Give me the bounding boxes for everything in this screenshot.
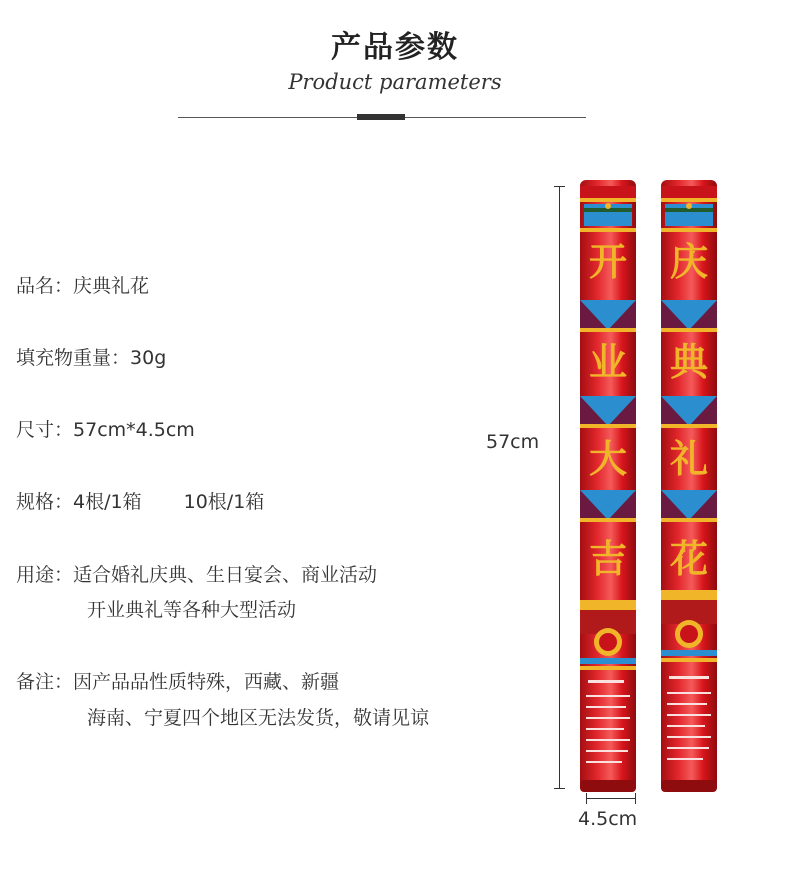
spec-size-value: 57cm*4.5cm (73, 419, 195, 441)
spec-usage (16, 560, 377, 587)
tube-left-char-2: 业 (588, 339, 628, 384)
spec-usage-value: 适合婚礼庆典、生日宴会、商业活动 (73, 564, 378, 586)
tube-right-char-2: 典 (669, 339, 709, 384)
spec-package-value: 4根/1箱 (73, 491, 142, 513)
spec-note-value: 因产品品性质特殊，西藏、新疆 (73, 671, 340, 693)
width-dimension-cap-left (586, 793, 587, 804)
spec-name-key: 品名： (16, 275, 74, 297)
spec-package-key: 规格： (16, 491, 74, 513)
tube-left-char-4: 吉 (588, 536, 628, 581)
spec-size (16, 415, 195, 442)
tube-right-char-3: 礼 (669, 436, 709, 481)
height-dimension-cap-bottom (554, 788, 565, 789)
width-dimension-line (586, 798, 636, 799)
spec-weight-key: 填充物重量： (16, 347, 131, 369)
page-title: 产品参数 (331, 30, 459, 65)
spec-note-key: 备注： (16, 671, 74, 693)
spec-package (16, 487, 264, 514)
spec-weight-value: 30g (130, 347, 167, 369)
spec-package-value-2: 10根/1箱 (183, 491, 265, 513)
spec-weight (16, 343, 166, 370)
tube-left-char-3: 大 (588, 436, 628, 481)
spec-usage-line2: 开业典礼等各种大型活动 (87, 599, 297, 621)
spec-note (16, 667, 339, 694)
spec-name (16, 271, 149, 298)
title-divider-accent (357, 114, 405, 120)
width-dimension-cap-right (635, 793, 636, 804)
product-tube-right (661, 180, 717, 792)
spec-size-key: 尺寸： (16, 419, 74, 441)
spec-note-line2: 海南、宁夏四个地区无法发货，敬请见谅 (87, 707, 430, 729)
page-subtitle: Product parameters (288, 70, 502, 94)
product-tube-left (580, 180, 636, 792)
height-dimension-line (559, 186, 560, 789)
tube-right-char-1: 庆 (669, 239, 709, 284)
height-dimension-cap-top (554, 186, 565, 187)
width-dimension-label: 4.5cm (578, 808, 638, 830)
spec-name-value: 庆典礼花 (73, 275, 150, 297)
tube-left-char-1: 开 (588, 239, 628, 284)
height-dimension-label: 57cm (486, 431, 540, 453)
tube-right-char-4: 花 (669, 536, 709, 581)
spec-usage-key: 用途： (16, 564, 74, 586)
